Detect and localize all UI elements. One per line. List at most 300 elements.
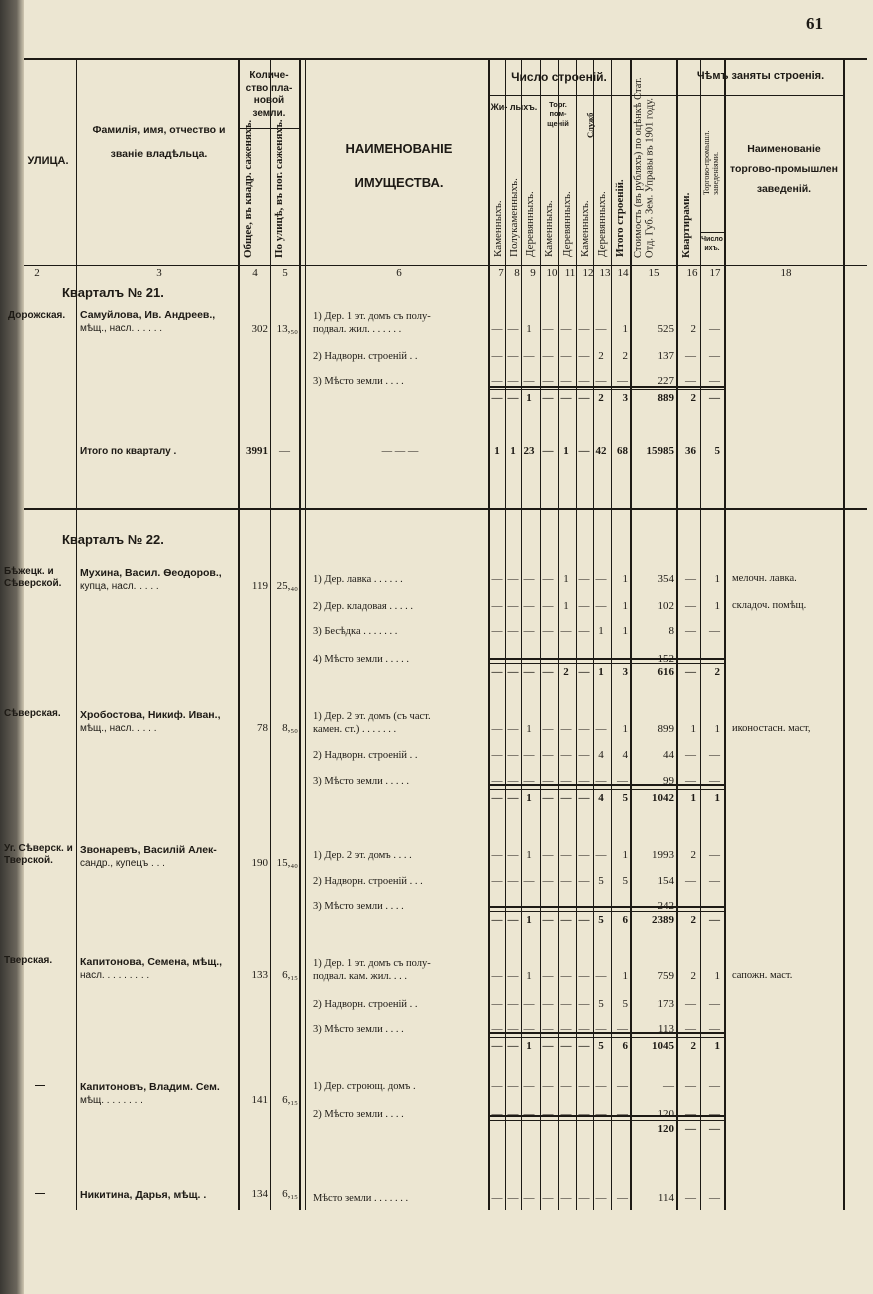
building-count: — (523, 1023, 535, 1035)
owner-name (80, 1188, 240, 1203)
apartments-count: — (685, 900, 696, 912)
total-buildings: 1 (622, 723, 628, 735)
building-count: — (523, 1080, 535, 1092)
building-count: — (523, 1192, 535, 1204)
apartments-count: — (685, 749, 696, 761)
building-count: — (578, 900, 590, 912)
subtotal-buildings: 6 (622, 914, 628, 926)
building-count: — (491, 600, 503, 612)
building-count: — (560, 849, 572, 861)
value-rubles: 152 (657, 653, 674, 665)
building-count: — (507, 375, 519, 387)
subtotal-count: — (542, 792, 554, 804)
building-count: — (560, 375, 572, 387)
building-count: — (578, 1108, 590, 1120)
subtotal-count: — (578, 914, 590, 926)
header-property: НАИМЕНОВАНІЕ ИМУЩЕСТВА. (345, 141, 453, 190)
building-count: — (491, 1080, 503, 1092)
street-name: — (35, 1188, 45, 1199)
building-count: — (507, 600, 519, 612)
owner-surname: Самуйлова, Ив. Андреев., (80, 309, 216, 321)
building-count: — (578, 350, 590, 362)
trade-count: — (709, 375, 720, 387)
building-count: — (595, 900, 607, 912)
building-count: — (560, 749, 572, 761)
double-rule (488, 1115, 724, 1117)
column-number: 2 (34, 267, 40, 279)
subtotal-count: — (560, 792, 572, 804)
building-count: — (542, 653, 554, 665)
building-count: — (578, 573, 590, 585)
value-rubles: 899 (657, 723, 674, 735)
street-front: 6,₁₅ (282, 1188, 298, 1200)
value-rubles: 99 (663, 775, 674, 787)
building-count: — (491, 323, 503, 335)
property-line: 1) Дер. 1 эт. домъ съ полу- (313, 958, 431, 969)
header-street: УЛИЦА. (27, 155, 69, 167)
building-count: — (507, 1023, 519, 1035)
subtotal-buildings: 3 (622, 666, 628, 678)
building-count: — (595, 723, 607, 735)
street-front: 6,₁₅ (282, 969, 298, 981)
building-count: — (578, 970, 590, 982)
street-front: 15,₄₀ (276, 857, 298, 869)
apartments-count: — (685, 875, 696, 887)
building-count: — (595, 849, 607, 861)
total-buildings: — (617, 1023, 628, 1035)
column-number: 14 (617, 267, 629, 279)
building-count: — (507, 1108, 519, 1120)
building-count: — (542, 375, 554, 387)
building-count: — (523, 625, 535, 637)
building-count: — (507, 1192, 519, 1204)
quarter-total-count: — (542, 445, 554, 457)
building-count: — (560, 1108, 572, 1120)
property-line: Мѣсто земли . . . . . . . (313, 1193, 409, 1204)
double-rule (488, 1032, 724, 1034)
owner-surname: Капитонова, Семена, мѣщ., (80, 956, 223, 968)
street-name: Бѣжецк. и Сѣверской. (4, 566, 62, 589)
building-count: — (507, 723, 519, 735)
land-area: 134 (251, 1188, 268, 1200)
apartments-count: — (685, 1023, 696, 1035)
value-rubles: 242 (657, 900, 674, 912)
subtotal-apartments: 2 (690, 1040, 696, 1052)
building-count: — (578, 723, 590, 735)
building-count: — (523, 375, 535, 387)
building-count: — (578, 600, 590, 612)
subtotal-apartments: 1 (690, 792, 696, 804)
building-count: — (491, 375, 503, 387)
building-count: — (542, 998, 554, 1010)
building-count: — (542, 1192, 554, 1204)
trade-count: 1 (714, 573, 720, 585)
owner-status: сандр., купецъ . . . (80, 858, 165, 869)
property-line: 1) Дер. 2 эт. домъ (съ част. (313, 711, 431, 722)
subtotal-rule (488, 1120, 724, 1121)
value-rubles: 114 (657, 1192, 674, 1204)
building-count: — (491, 970, 503, 982)
owner-status: насл. . . . . . . . . (80, 970, 150, 981)
apartments-count: — (685, 573, 696, 585)
owner-status: купца, насл. . . . . (80, 581, 159, 592)
trade-count: — (709, 775, 720, 787)
trade-count: — (709, 1108, 720, 1120)
building-count: — (542, 970, 554, 982)
building-count: 1 (526, 323, 532, 335)
establishment-name: мелочн. лавка. (732, 573, 797, 584)
header-plan-land: Количе- ство пла- новой земли. (245, 70, 293, 119)
subtotal-value: 1045 (652, 1040, 674, 1052)
building-count: — (507, 350, 519, 362)
property-line: 2) Мѣсто земли . . . . (313, 1109, 404, 1120)
building-count: — (507, 323, 519, 335)
building-count: — (595, 775, 607, 787)
subtotal-count: — (507, 666, 519, 678)
value-rubles: 759 (657, 970, 674, 982)
header-area: Общее, въ квадр. саженяхъ. (242, 119, 254, 258)
value-rubles: — (663, 1080, 674, 1092)
trade-count: 1 (714, 600, 720, 612)
building-count: — (507, 775, 519, 787)
header-dwelling: Жи- лыхъ. (490, 102, 538, 112)
header-v7: Каменныхъ. (492, 200, 504, 257)
property-line: 2) Надворн. строеній . . (313, 999, 418, 1010)
building-count: — (578, 775, 590, 787)
owner-status: мѣщ., насл. . . . . (80, 723, 157, 734)
subtotal-rule (488, 789, 724, 790)
column-number: 16 (686, 267, 698, 279)
building-count: — (560, 1192, 572, 1204)
trade-count: — (709, 653, 720, 665)
subtotal-count: — (578, 666, 590, 678)
trade-count: — (709, 625, 720, 637)
subtotal-count: 4 (598, 792, 604, 804)
row-rule (24, 58, 867, 60)
building-count: — (507, 1080, 519, 1092)
apartments-count: — (685, 350, 696, 362)
header-v10: Каменныхъ. (543, 200, 555, 257)
building-count: — (542, 723, 554, 735)
total-buildings: 1 (622, 600, 628, 612)
total-buildings: 1 (622, 849, 628, 861)
building-count: — (595, 600, 607, 612)
row-rule (24, 265, 867, 266)
street-name: Дорожская. (8, 310, 66, 321)
subtotal-value: 616 (657, 666, 674, 678)
establishment-name: иконостасн. маст, (732, 723, 811, 734)
column-rule (270, 58, 271, 1210)
property-line: 2) Надворн. строеній . . (313, 351, 418, 362)
subtotal-count: — (491, 914, 503, 926)
building-count: — (523, 1108, 535, 1120)
total-buildings: 1 (622, 625, 628, 637)
value-rubles: 8 (668, 625, 674, 637)
building-count: — (491, 749, 503, 761)
building-count: — (560, 723, 572, 735)
double-rule (488, 906, 724, 908)
owner-surname: Хробостова, Никиф. Иван., (80, 709, 221, 721)
property-line: подвал. кам. жил. . . . (313, 971, 407, 982)
trade-count: — (709, 900, 720, 912)
subtotal-apartments: 2 (690, 392, 696, 404)
subtotal-count: — (578, 1040, 590, 1052)
building-count: — (491, 573, 503, 585)
building-count: — (578, 849, 590, 861)
subtotal-buildings: 3 (622, 392, 628, 404)
building-count: — (560, 998, 572, 1010)
total-buildings: 1 (622, 573, 628, 585)
quarter-total-count: — (578, 445, 590, 457)
street-front: 13,₅₀ (276, 323, 298, 335)
building-count: 5 (598, 875, 604, 887)
establishment-name: сапожн. маст. (732, 970, 793, 981)
street-name: Сѣверская. (4, 708, 61, 719)
building-count: 2 (598, 350, 604, 362)
row-rule (700, 232, 724, 233)
building-count: — (491, 1108, 503, 1120)
apartments-count: — (685, 625, 696, 637)
subtotal-trade: 2 (714, 666, 720, 678)
quarter-total-property: — — — (381, 446, 419, 457)
subtotal-value: 1042 (652, 792, 674, 804)
column-number: 15 (648, 267, 660, 279)
subtotal-value: 120 (657, 1123, 674, 1135)
building-count: — (578, 625, 590, 637)
building-count: — (578, 653, 590, 665)
header-front: По улицѣ, въ пог. саженяхъ. (273, 119, 285, 258)
building-count: — (542, 900, 554, 912)
building-count: — (491, 849, 503, 861)
value-rubles: 1993 (652, 849, 674, 861)
header-v13: Деревянныхъ. (596, 191, 608, 257)
building-count: 1 (526, 849, 532, 861)
building-count: — (542, 323, 554, 335)
column-number: 10 (546, 267, 558, 279)
quarter-total-count: 1 (510, 445, 516, 457)
value-rubles: 354 (657, 573, 674, 585)
total-buildings: 1 (622, 323, 628, 335)
building-count: — (542, 1108, 554, 1120)
building-count: — (560, 775, 572, 787)
building-count: 1 (563, 573, 569, 585)
subtotal-count: — (560, 392, 572, 404)
building-count: — (578, 1023, 590, 1035)
column-number: 17 (709, 267, 721, 279)
subtotal-count: 1 (526, 1040, 532, 1052)
subtotal-apartments: 2 (690, 914, 696, 926)
apartments-count: — (685, 375, 696, 387)
column-number: 4 (252, 267, 258, 279)
subtotal-count: 1 (526, 792, 532, 804)
subtotal-trade: 1 (714, 1040, 720, 1052)
subtotal-count: 1 (598, 666, 604, 678)
subtotal-rule (488, 389, 724, 390)
building-count: — (560, 625, 572, 637)
building-count: 1 (598, 625, 604, 637)
header-apartments: Квартирами. (680, 192, 692, 258)
trade-count: — (709, 323, 720, 335)
quarter-total-count: 42 (595, 445, 607, 457)
column-number: 7 (498, 267, 504, 279)
building-count: — (507, 998, 519, 1010)
double-rule (488, 658, 724, 660)
total-buildings: — (617, 900, 628, 912)
building-count: — (542, 625, 554, 637)
subtotal-apartments: — (685, 1123, 696, 1135)
apartments-count: — (685, 600, 696, 612)
building-count: — (542, 849, 554, 861)
value-rubles: 120 (657, 1108, 674, 1120)
subtotal-value: 2389 (652, 914, 674, 926)
quarter-total-count: 23 (523, 445, 535, 457)
subtotal-count: — (507, 914, 519, 926)
owner-name (80, 955, 240, 970)
subtotal-buildings: 5 (622, 792, 628, 804)
total-buildings: 4 (622, 749, 628, 761)
building-count: — (560, 1023, 572, 1035)
building-count: — (507, 849, 519, 861)
column-number: 5 (282, 267, 288, 279)
apartments-count: — (685, 653, 696, 665)
building-count: — (560, 970, 572, 982)
owner-name (80, 843, 240, 858)
trade-count: — (709, 350, 720, 362)
apartments-count: 2 (690, 970, 696, 982)
header-v8: Полукаменныхъ. (508, 178, 520, 257)
building-count: — (491, 653, 503, 665)
total-buildings: 5 (622, 875, 628, 887)
column-rule (76, 58, 77, 1210)
land-area: 190 (251, 857, 268, 869)
header-service: Служб (585, 112, 595, 138)
building-count: — (560, 653, 572, 665)
building-count: — (507, 573, 519, 585)
building-count: — (578, 1080, 590, 1092)
trade-count: — (709, 849, 720, 861)
building-count: — (578, 375, 590, 387)
subtotal-rule (488, 1037, 724, 1038)
establishment-name: складоч. помѣщ. (732, 600, 807, 611)
property-line: 1) Дер. 1 эт. домъ съ полу- (313, 311, 431, 322)
subtotal-count: 2 (563, 666, 569, 678)
apartments-count: — (685, 1080, 696, 1092)
apartments-count: 1 (690, 723, 696, 735)
building-count: — (595, 573, 607, 585)
total-buildings: — (617, 1080, 628, 1092)
building-count: — (507, 653, 519, 665)
value-rubles: 154 (657, 875, 674, 887)
column-number: 13 (599, 267, 611, 279)
owner-name (80, 708, 240, 723)
building-count: — (578, 323, 590, 335)
total-buildings: — (617, 653, 628, 665)
building-count: — (542, 350, 554, 362)
subtotal-count: — (578, 392, 590, 404)
owner-surname: Никитина, Дарья, мѣщ. . (80, 1189, 207, 1201)
quarter-total-label: Итого по кварталу . (80, 446, 177, 457)
book-binding-shadow (0, 0, 24, 1294)
total-buildings: — (617, 1192, 628, 1204)
subtotal-count: — (523, 666, 535, 678)
building-count: — (595, 970, 607, 982)
subtotal-count: — (542, 666, 554, 678)
building-count: — (542, 573, 554, 585)
building-count: — (523, 875, 535, 887)
building-count: — (491, 875, 503, 887)
quarter-total-apartments: 36 (685, 445, 696, 457)
building-count: 5 (598, 998, 604, 1010)
subtotal-count: — (507, 1040, 519, 1052)
building-count: — (507, 875, 519, 887)
subtotal-count: — (491, 1040, 503, 1052)
subtotal-count: — (507, 792, 519, 804)
owner-surname: Капитоновъ, Владим. Сем. (80, 1081, 220, 1093)
building-count: — (578, 749, 590, 761)
building-count: — (491, 775, 503, 787)
building-count: — (542, 1080, 554, 1092)
column-number: 9 (530, 267, 536, 279)
building-count: — (523, 600, 535, 612)
header-trade: Торг. пом- щеній (547, 100, 569, 128)
column-number: 3 (156, 267, 162, 279)
total-buildings: 5 (622, 998, 628, 1010)
trade-count: — (709, 875, 720, 887)
building-count: — (507, 970, 519, 982)
subtotal-count: 5 (598, 914, 604, 926)
building-count: — (523, 350, 535, 362)
trade-count: — (709, 749, 720, 761)
property-line: 1) Дер. строющ. домъ . (313, 1081, 416, 1092)
land-area: 133 (251, 969, 268, 981)
header-trade-estab: Торгово-промышл. заведеніями. (702, 130, 720, 195)
subtotal-count: — (491, 792, 503, 804)
subtotal-trade: — (709, 392, 720, 404)
trade-count: 1 (714, 970, 720, 982)
column-rule (724, 58, 726, 1210)
building-count: — (595, 1192, 607, 1204)
subtotal-buildings: 6 (622, 1040, 628, 1052)
building-count: — (578, 1192, 590, 1204)
street-front: 25,₄₀ (276, 580, 298, 592)
building-count: — (491, 998, 503, 1010)
column-rule (299, 58, 301, 1210)
building-count: — (491, 1023, 503, 1035)
value-rubles: 525 (657, 323, 674, 335)
header-buildings: Число строеній. (511, 70, 607, 84)
trade-count: — (709, 1192, 720, 1204)
value-rubles: 137 (657, 350, 674, 362)
apartments-count: — (685, 998, 696, 1010)
header-value: Стоимость (въ рубляхъ) по оцѣнкѣ Стат. Отд. Губ. Зем. Управы въ 1901 году. (633, 77, 656, 258)
owner-name (80, 308, 240, 323)
subtotal-value: 889 (657, 392, 674, 404)
header-estab-names: Наименованіе торгово-промышлен заведеній. (730, 143, 838, 195)
property-line: 1) Дер. лавка . . . . . . (313, 574, 403, 585)
header-count: Число ихъ. (701, 236, 723, 252)
building-count: — (542, 600, 554, 612)
building-count: — (542, 875, 554, 887)
building-count: — (595, 1080, 607, 1092)
building-count: — (578, 875, 590, 887)
land-area: 302 (251, 323, 268, 335)
subtotal-count: — (542, 914, 554, 926)
subtotal-count: — (491, 392, 503, 404)
land-area: 78 (257, 722, 268, 734)
building-count: — (560, 875, 572, 887)
trade-count: — (709, 1080, 720, 1092)
quarter-total-count: 1 (563, 445, 569, 457)
